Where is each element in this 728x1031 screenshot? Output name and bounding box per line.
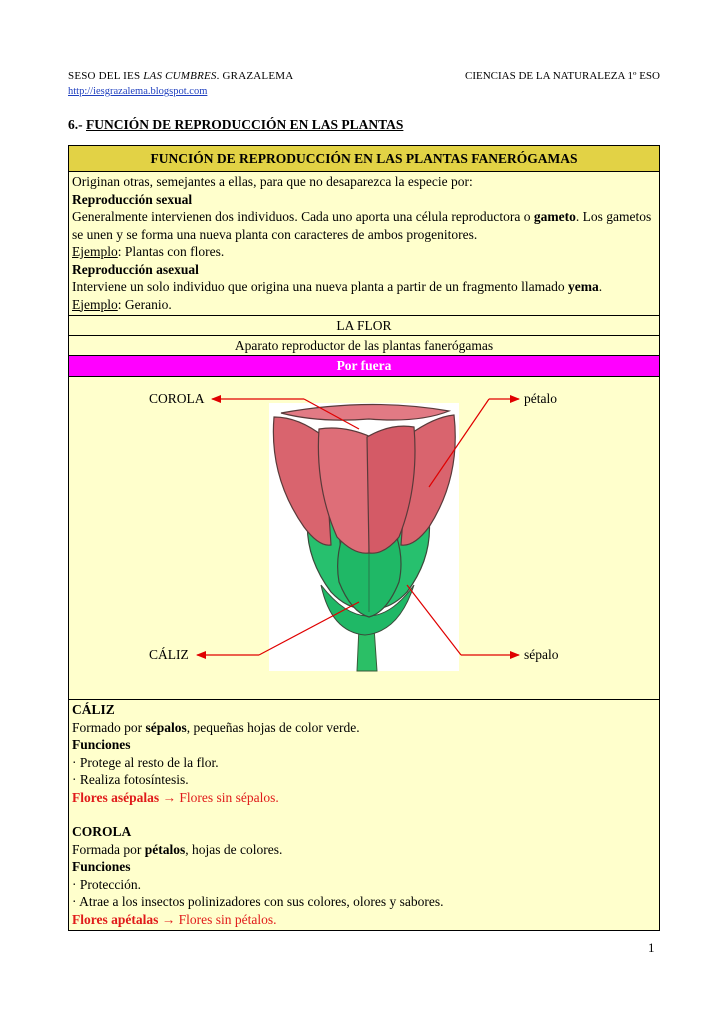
asexual-text: Interviene un solo individuo que origina una nueva planta a partir de un fragmento llamado yema. xyxy=(72,279,603,294)
caliz-title: CÁLIZ xyxy=(72,702,115,717)
corola-function-2: · Atrae a los insectos polinizadores con sus colores, olores y sabores. xyxy=(72,894,444,909)
caliz-desc: Formado por sépalos, pequeñas hojas de color verde. xyxy=(72,719,360,735)
label-petalo: pétalo xyxy=(524,391,557,406)
blog-link[interactable]: http://iesgrazalema.blogspot.com xyxy=(68,86,208,97)
sexual-text: Generalmente intervienen dos individuos. Cada uno aporta una célula reproductora o gameto. Los gametos se unen y se forma una nueva planta con caracteres de ambos progenitores. xyxy=(72,209,652,242)
header-school: SESO DEL IES LAS CUMBRES. GRAZALEMA xyxy=(68,70,294,82)
page-number: 1 xyxy=(648,940,655,955)
corola-title: COROLA xyxy=(72,824,132,839)
header-subject: CIENCIAS DE LA NATURALEZA 1º ESO xyxy=(465,70,660,82)
corola-functions-title: Funciones xyxy=(72,859,131,874)
caliz-functions-title: Funciones xyxy=(72,737,131,752)
caliz-note: Flores asépalas → Flores sin sépalos. xyxy=(72,789,279,805)
parts-description-cell xyxy=(69,700,660,931)
section-title: 6.- FUNCIÓN DE REPRODUCCIÓN EN LAS PLANTAS xyxy=(68,117,404,132)
corola-desc: Formada por pétalos, hojas de colores. xyxy=(72,841,283,857)
asexual-title: Reproducción asexual xyxy=(72,261,199,277)
outside-label: Por fuera xyxy=(69,356,660,377)
caliz-function-2: · Realiza fotosíntesis. xyxy=(72,772,189,787)
label-corola: COROLA xyxy=(149,391,205,406)
flor-subtitle: Aparato reproductor de las plantas fanerógamas xyxy=(69,336,660,356)
corola-note: Flores apétalas → Flores sin pétalos. xyxy=(72,911,277,927)
label-caliz: CÁLIZ xyxy=(149,647,189,662)
flower-diagram-cell xyxy=(69,377,660,700)
reproduction-cell xyxy=(69,172,660,316)
asexual-example: Ejemplo: Geranio. xyxy=(72,296,172,312)
sexual-example: Ejemplo: Plantas con flores. xyxy=(72,244,225,259)
intro-text: Originan otras, semejantes a ellas, para que no desaparezca la especie por: xyxy=(72,174,473,189)
caliz-function-1: · Protege al resto de la flor. xyxy=(72,754,219,770)
table-heading: FUNCIÓN DE REPRODUCCIÓN EN LAS PLANTAS FANERÓGAMAS xyxy=(69,146,660,172)
flor-title: LA FLOR xyxy=(69,316,660,336)
label-sepalo: sépalo xyxy=(524,647,559,662)
sexual-title: Reproducción sexual xyxy=(72,191,193,207)
corola-function-1: · Protección. xyxy=(72,876,141,892)
flower-diagram xyxy=(69,377,659,699)
content-table xyxy=(68,145,660,931)
